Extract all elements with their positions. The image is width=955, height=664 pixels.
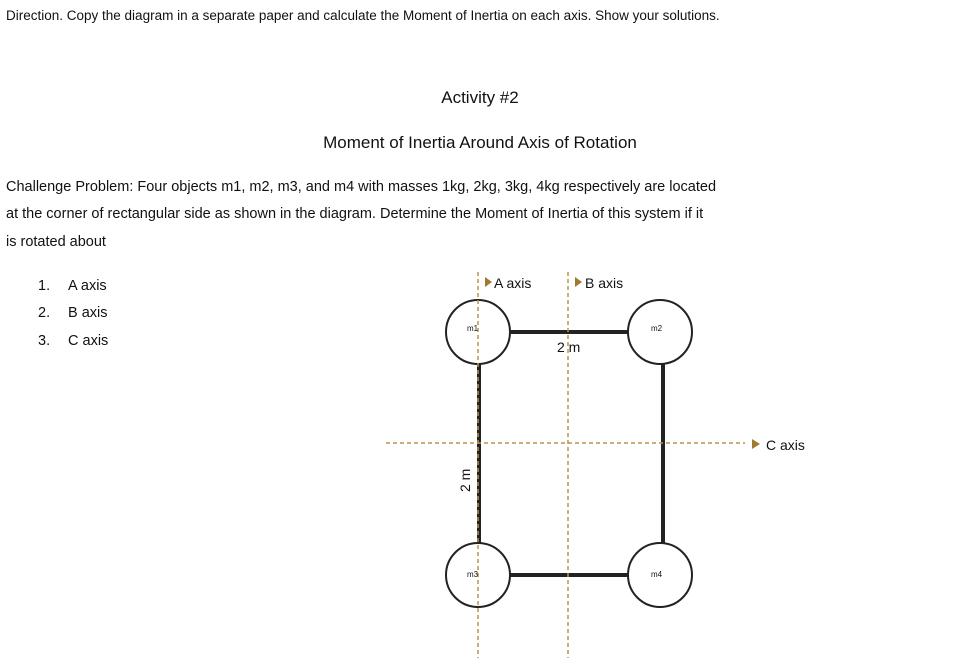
c-axis-label: C axis	[766, 437, 805, 453]
a-axis-arrow-icon	[485, 277, 492, 287]
m1-label: m1	[467, 324, 479, 333]
problem-line-3: is rotated about	[6, 234, 106, 250]
list-number: 1.	[38, 278, 51, 294]
m2-label: m2	[651, 324, 663, 333]
b-axis-arrow-icon	[575, 277, 582, 287]
activity-title: Activity #2	[441, 88, 519, 107]
b-axis-label: B axis	[585, 275, 624, 291]
problem-line-1: Challenge Problem: Four objects m1, m2, m3, and m4 with masses 1kg, 2kg, 3kg, 4kg respectively are located	[6, 179, 717, 195]
problem-line-2: at the corner of rectangular side as shown in the diagram. Determine the Moment of Inertia of this system if it	[6, 206, 704, 222]
width-label: 2 m	[557, 339, 581, 355]
list-label: A axis	[68, 278, 107, 294]
subtitle: Moment of Inertia Around Axis of Rotation	[323, 133, 637, 152]
list-label: C axis	[68, 333, 109, 349]
height-label: 2 m	[457, 468, 473, 492]
a-axis-label: A axis	[494, 275, 532, 291]
m3-label: m3	[467, 570, 479, 579]
list-label: B axis	[68, 305, 108, 321]
list-number: 3.	[38, 333, 51, 349]
c-axis-arrow-icon	[752, 439, 760, 449]
list-number: 2.	[38, 305, 51, 321]
m4-label: m4	[651, 570, 663, 579]
direction-text: Direction. Copy the diagram in a separate paper and calculate the Moment of Inertia on each axis. Show your solutions.	[6, 8, 720, 23]
